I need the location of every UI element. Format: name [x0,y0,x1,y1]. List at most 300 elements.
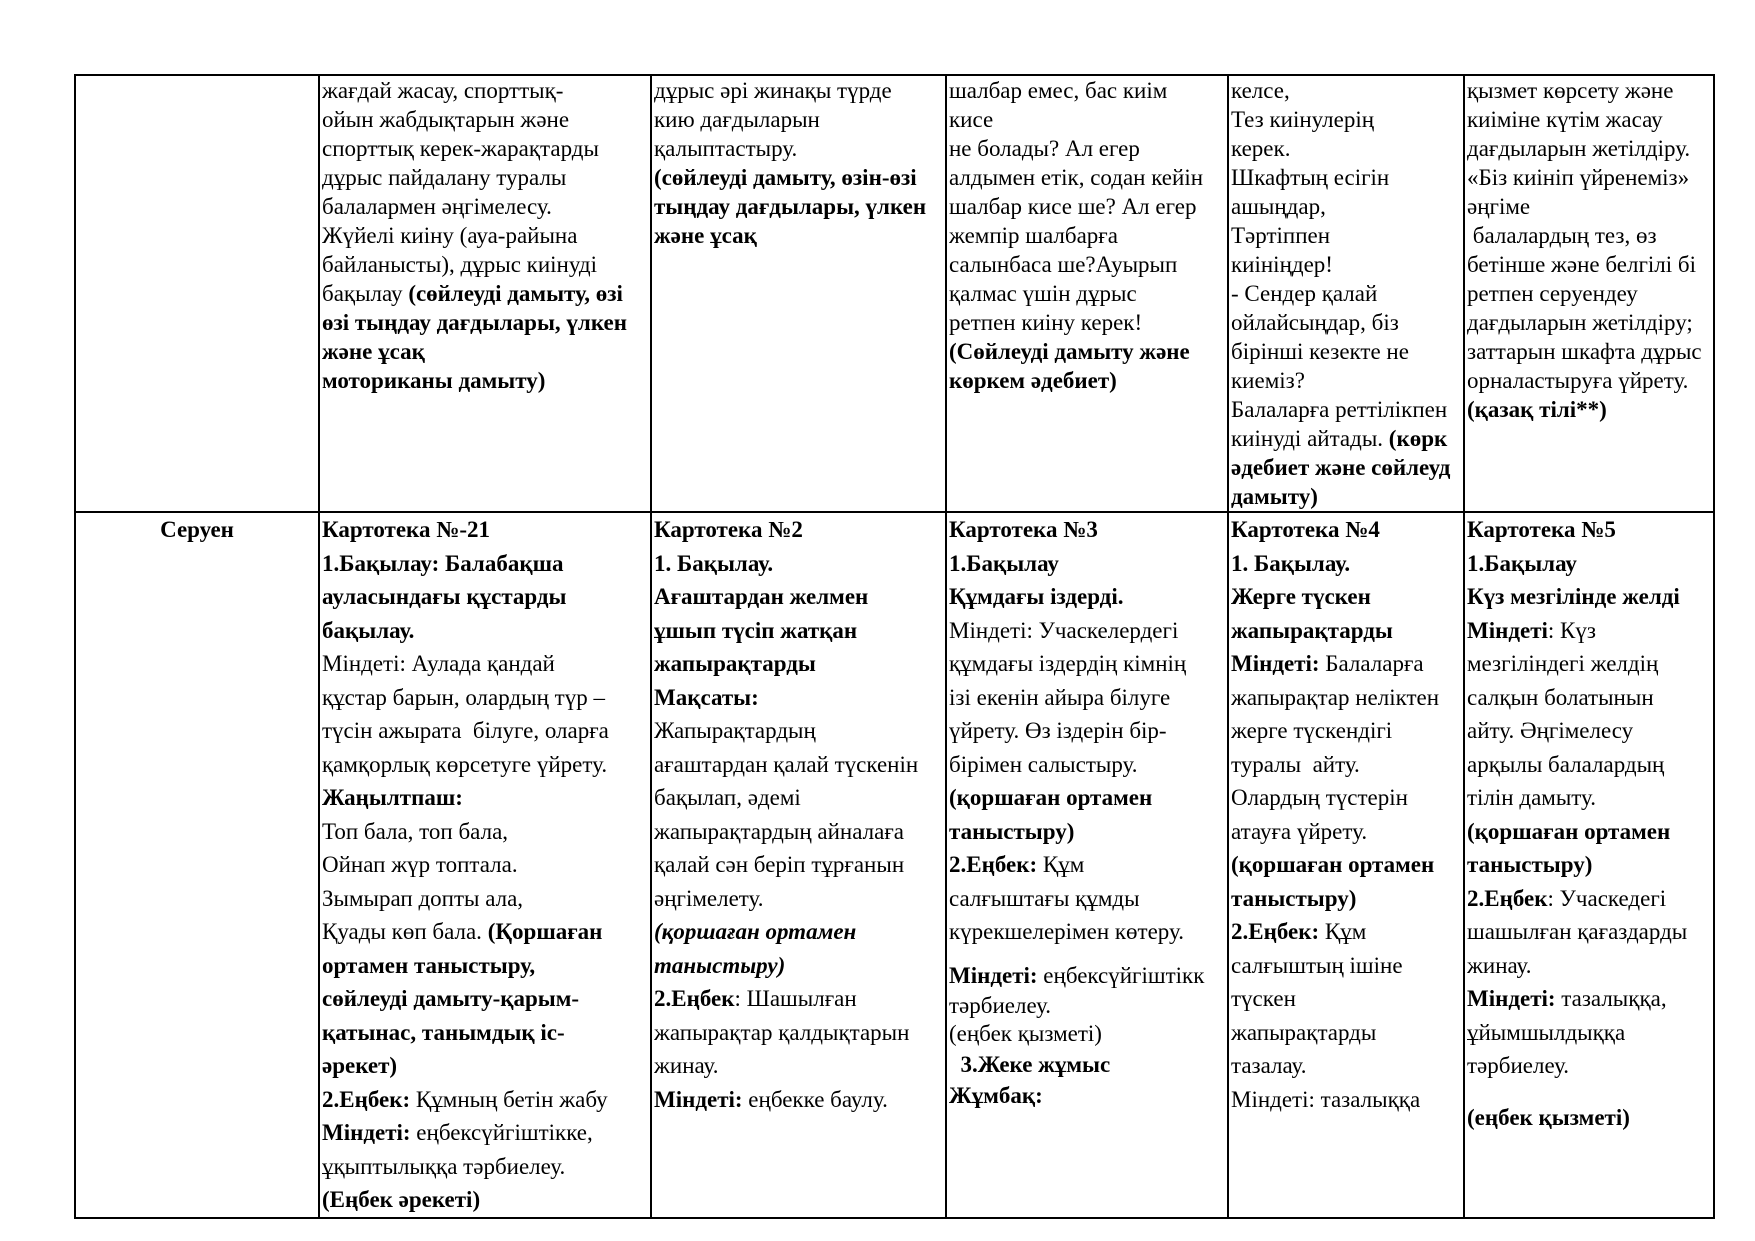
text-segment: Міндеті: тазалыққа [1231,1086,1421,1112]
text-segment: бетінше және белгілі бі [1467,252,1697,277]
text-line [1467,815,1711,849]
text-segment: күрекшелерімен көтеру. [949,919,1184,944]
text-segment: Балаларға [1325,651,1424,676]
text-segment: атауға үйрету. [1231,818,1368,844]
line-gap [949,949,1225,959]
text-line [322,192,648,221]
bold-text: Мақсаты: [654,684,759,710]
text-line [322,614,648,648]
text-segment: құмдағы іздердің кімнің [949,651,1187,676]
text-line [1467,848,1711,882]
text-line [322,714,648,748]
text-segment: салынбаса ше?Ауырып [949,252,1178,277]
bold-text: Картотека №5 [1467,517,1616,542]
bold-text: Міндеті [1467,617,1548,643]
text-line [949,748,1225,782]
bold-text: Міндеті: [949,962,1044,988]
bold-text: ауласындағы құстарды [322,584,567,609]
text-line [949,714,1225,748]
text-segment: ойлайсыңдар, біз [1231,310,1399,335]
text-segment: арқылы балалардың [1467,751,1665,777]
text-line [1231,1016,1461,1050]
text-segment: киеміз? [1231,368,1305,393]
text-segment: келсе, [1231,78,1290,103]
text-segment: «Біз киініп үйренеміз» [1467,165,1690,190]
text-segment: жемпір шалбарға [949,223,1118,248]
text-line [1231,815,1461,849]
text-line [1231,614,1461,648]
bold-text: көркем әдебиет) [949,368,1117,393]
text-line [322,105,648,134]
text-line [654,882,943,916]
bold-text: 1.Бақылау: Балабақша [322,550,564,576]
text-line [949,337,1225,366]
text-line [1467,1016,1711,1050]
text-line [1231,366,1461,395]
text-line [1231,76,1461,105]
text-line [322,134,648,163]
bold-text: моториканы дамыту) [322,368,546,393]
bold-text: әдебиет және сөйлеуд [1231,455,1451,480]
text-line [949,848,1225,882]
text-line [1467,547,1711,581]
text-segment: тәрбиелеу. [949,993,1052,1018]
text-segment: тазалау. [1231,1053,1307,1078]
text-line [949,279,1225,308]
bold-text: 1. Бақылау. [1231,550,1351,576]
text-segment: (еңбек қызметі) [949,1021,1102,1046]
bold-text: Міндеті: [322,1120,417,1145]
bold-text: (еңбек қызметі) [1467,1104,1630,1130]
text-segment: салғыштағы құмды [949,885,1140,911]
text-line [1231,848,1461,882]
bold-text: Картотека №3 [949,517,1098,542]
text-segment: шалбар кисе ше? Ал егер [949,194,1197,219]
text-segment: ұйымшылдыққа [1467,1019,1626,1045]
text-segment: : Шашылған [734,986,857,1011]
text-line [1467,134,1711,163]
table-row-continued [75,75,1714,512]
bold-text: 1.Бақылау [1467,550,1577,576]
text-line [654,614,943,648]
text-line [949,647,1225,681]
bold-text: (сөйлеуді дамыту, өзін-өзі [654,165,917,190]
bold-text: сөйлеуді дамыту-қарым- [322,986,580,1011]
day-cell [651,512,946,1218]
text-line [949,250,1225,279]
bold-text: таныстыру) [1467,852,1593,877]
text-line [1231,250,1461,279]
bold-text: (қоршаған ортамен [654,919,857,944]
text-line [1231,337,1461,366]
day-cell [319,512,651,1218]
text-segment: Топ бала, топ бала, [322,818,509,844]
text-segment: дұрыс әрі жинақы түрде [654,78,892,103]
text-segment: ағаштардан қалай түскенін [654,751,919,777]
text-segment: не болады? Ал егер [949,136,1140,161]
text-segment: : Учаскедегі [1547,885,1667,911]
text-segment: құстар барын, олардың түр – [322,684,605,710]
text-line [949,959,1225,993]
text-line [1231,1083,1461,1117]
text-segment: мезгіліндегі желдің [1467,651,1659,676]
text-line [1467,513,1711,547]
text-line [322,163,648,192]
text-line [322,580,648,614]
text-line [949,992,1225,1020]
text-line [1231,424,1461,453]
text-segment: шалбар емес, бас киім [949,78,1168,103]
text-line [1467,250,1711,279]
bold-text: (қоршаған ортамен [1231,852,1435,877]
text-segment: туралы айту. [1231,751,1360,777]
bold-text: (Еңбек әрекеті) [322,1187,481,1212]
line-gap [1467,1083,1711,1101]
bold-text: Картотека №4 [1231,517,1380,542]
text-line [949,681,1225,715]
text-segment: жинау. [654,1053,719,1078]
text-segment: түсін ажырата білуге, оларға [322,718,609,743]
text-line [654,1049,943,1083]
text-segment: дұрыс пайдалану туралы [322,165,567,190]
text-segment: Жүйелі киіну (ауа-райына [322,223,578,248]
text-line [1231,647,1461,681]
text-line [1231,308,1461,337]
day-cell [319,75,651,512]
text-line [1231,1049,1461,1083]
bold-text: 1. Бақылау. [654,550,774,576]
bold-text: (Сөйлеуді дамыту және [949,339,1190,364]
bold-text: ортамен таныстыру, [322,952,536,978]
text-line [1467,580,1711,614]
text-segment: Құмның бетін жабу [415,1086,608,1112]
text-line [322,882,648,916]
text-line [1467,221,1711,250]
text-segment: Тез киінулерің [1231,107,1375,132]
text-segment: еңбекке баулу. [748,1086,888,1112]
bold-text: тыңдау дағдылары, үлкен [654,194,927,219]
text-line [1231,681,1461,715]
day-cell [1228,75,1464,512]
text-segment: балалардың тез, өз [1467,223,1657,248]
text-line [1231,513,1461,547]
text-line [322,815,648,849]
text-line [1231,949,1461,983]
text-line [1231,580,1461,614]
text-segment: спорттық керек-жарақтарды [322,136,599,161]
text-line [322,781,648,815]
text-segment: жерге түскендігі [1231,718,1393,743]
text-line [654,848,943,882]
bold-text: бақылау. [322,617,415,643]
text-line [1231,279,1461,308]
text-segment: үйрету. Өз іздерін бір- [949,718,1167,743]
bold-text: қатынас, танымдық іс- [322,1019,565,1045]
text-line [654,781,943,815]
text-segment: киінуді айтады. [1231,426,1389,451]
bold-text: (көрк [1388,426,1448,451]
text-line [1231,547,1461,581]
text-line [949,163,1225,192]
text-segment: бірінші кезекте не [1231,339,1409,364]
text-line [322,748,648,782]
text-segment: кисе [949,107,994,132]
text-line [322,221,648,250]
day-cell [651,75,946,512]
text-line [322,308,648,337]
bold-text: 2.Еңбек: [949,852,1043,877]
text-segment: орналастыруға үйрету. [1467,368,1689,393]
bold-text: 3.Жеке жұмыс [949,1052,1111,1077]
text-segment: дағдыларын жетілдіру. [1467,136,1691,161]
text-segment: Ойнап жүр топтала. [322,852,518,877]
text-line [1231,163,1461,192]
text-line [1467,949,1711,983]
text-line [1467,163,1711,192]
bold-text: жапырақтарды [1231,617,1393,643]
bold-text: таныстыру) [1231,885,1357,911]
text-segment: жапырақтарды [1231,1019,1377,1045]
text-segment: тілін дамыту. [1467,785,1596,810]
text-line [1467,395,1711,424]
bold-text: 2.Еңбек: [322,1086,416,1112]
text-line [949,366,1225,395]
day-cell [1228,512,1464,1218]
text-line [322,1083,648,1117]
text-line [322,915,648,949]
text-line [654,748,943,782]
day-cell [946,75,1228,512]
text-segment: қалай сән беріп тұрғанын [654,852,905,877]
row-label-cell [75,75,319,512]
text-line [1231,982,1461,1016]
text-segment: бірімен салыстыру. [949,751,1138,777]
text-segment: түскен [1231,986,1296,1011]
text-line [654,580,943,614]
day-cell [1464,75,1714,512]
text-segment: әңгіме [1467,194,1531,219]
text-line [322,848,648,882]
text-line [1467,714,1711,748]
text-line [1467,337,1711,366]
bold-text: 2.Еңбек: [1231,919,1325,944]
text-line [949,1082,1225,1110]
text-segment: жағдай жасау, спорттық- [322,78,564,103]
bold-text: Жұмбақ: [949,1082,1043,1108]
bold-text: (қоршаған ортамен [1467,818,1671,844]
text-segment: қамқорлық көрсетуге үйрету. [322,751,608,777]
bold-text: Міндеті: [654,1086,749,1112]
text-segment: Зымырап допты ала, [322,885,524,911]
schedule-table [74,74,1715,1219]
text-segment: салғыштың ішіне [1231,952,1403,978]
text-line [322,547,648,581]
text-line [949,882,1225,916]
text-segment: керек. [1231,136,1291,161]
text-line [1467,915,1711,949]
text-line [654,681,943,715]
text-line [949,1048,1225,1082]
table-row-walk [75,512,1714,1218]
text-segment: киіміне күтім жасау [1467,107,1663,132]
text-line [654,982,943,1016]
text-line [322,337,648,366]
text-line [949,580,1225,614]
text-line [949,308,1225,337]
bold-text: Міндеті: [1467,986,1562,1011]
text-line [654,76,943,105]
text-segment: ойын жабдықтарын және [322,107,570,132]
text-line [949,221,1225,250]
text-line [1467,279,1711,308]
text-line [654,221,943,250]
text-line [322,1183,648,1217]
day-cell [1464,512,1714,1218]
text-segment: Тәртіппен [1231,223,1331,248]
text-segment: Құм [1324,919,1367,944]
text-line [949,192,1225,221]
text-line [949,105,1225,134]
text-line [654,714,943,748]
bold-text: (қоршаған ортамен [949,785,1153,810]
text-line [1231,482,1461,511]
text-line [1467,748,1711,782]
text-segment: ретпен киіну керек! [949,310,1143,335]
text-line [654,513,943,547]
text-line [654,647,943,681]
bold-text: (сөйлеуді дамыту, өзі [408,281,623,306]
text-segment: Балаларға реттілікпен [1231,397,1448,422]
text-line [322,1116,648,1150]
text-segment: бақылап, әдемі [654,785,801,810]
text-line [654,163,943,192]
text-line [1467,647,1711,681]
bold-text: Міндеті: [1231,651,1326,676]
text-segment: еңбексүйгіштікк [1043,962,1205,988]
text-segment: байланысты), дұрыс киінуді [322,252,597,277]
text-segment: тәрбиелеу. [1467,1053,1570,1078]
text-segment: әңгімелету. [654,885,764,911]
text-segment: қызмет көрсету және [1467,78,1674,103]
bold-text: ұшып түсіп жатқан [654,617,858,643]
text-segment: Міндеті: Учаскелердегі [949,617,1179,643]
bold-text: дамыту) [1231,484,1318,509]
text-line [1467,1049,1711,1083]
text-line [1231,453,1461,482]
bold-text: әрекет) [322,1053,398,1078]
text-segment: балалармен әңгімелесу. [322,194,552,219]
text-line [949,76,1225,105]
text-segment: жапырақтар қалдықтарын [654,1019,910,1045]
text-line [1231,395,1461,424]
text-line [1231,915,1461,949]
row-label-cell [75,512,319,1218]
text-line [949,1020,1225,1048]
text-line [949,614,1225,648]
text-line [322,1016,648,1050]
bold-text: Картотека №-21 [322,517,490,542]
text-segment: жинау. [1467,952,1532,978]
text-segment: шашылған қағаздарды [1467,919,1688,944]
bold-text: Құмдағы іздерді. [949,584,1124,609]
bold-text: жапырақтарды [654,651,816,676]
bold-text: (қазақ тілі**) [1467,397,1607,422]
bold-text: және ұсақ [654,223,757,248]
text-line [949,547,1225,581]
text-line [1231,221,1461,250]
day-cell [946,512,1228,1218]
text-line [1467,366,1711,395]
bold-text: 2.Еңбек [1467,885,1548,911]
text-line [1231,192,1461,221]
text-segment: Құм [1042,852,1085,877]
text-line [322,949,648,983]
text-segment: бақылау [322,281,409,306]
text-line [1467,76,1711,105]
bold-text: және ұсақ [322,339,425,364]
text-line [654,192,943,221]
text-line [1231,134,1461,163]
bold-text: 2.Еңбек [654,986,735,1011]
text-line [1467,192,1711,221]
text-segment: Шкафтың есігін [1231,165,1390,190]
text-line [1231,714,1461,748]
row-label: Серуен [160,517,234,542]
text-line [654,1083,943,1117]
text-line [322,76,648,105]
text-line [322,1049,648,1083]
text-line [949,781,1225,815]
text-line [654,815,943,849]
text-segment: - Сендер қалай [1231,281,1378,306]
bold-text: Күз мезгілінде желді [1467,584,1680,609]
text-line [1231,882,1461,916]
bold-text: Картотека №2 [654,517,803,542]
text-line [322,982,648,1016]
bold-text: таныстыру) [654,952,786,978]
text-segment: Қуады көп бала. [322,919,488,944]
text-segment: алдымен етік, содан кейін [949,165,1204,190]
bold-text: Жерге түскен [1231,584,1371,609]
text-segment: Міндеті: Аулада қандай [322,651,555,676]
text-segment: кию дағдыларын [654,107,820,132]
text-line [322,681,648,715]
text-segment: ұқыптылыққа тәрбиелеу. [322,1153,566,1179]
text-line [949,815,1225,849]
text-line [1467,982,1711,1016]
text-line [654,105,943,134]
bold-text: 1.Бақылау [949,550,1059,576]
text-segment: ізі екенін айыра білуге [949,684,1171,710]
text-line [949,915,1225,949]
text-segment: жапырақтар неліктен [1231,684,1440,710]
text-segment: ашыңдар, [1231,194,1326,219]
bold-text: (Қоршаған [487,919,603,944]
text-segment: қалмас үшін дұрыс [949,281,1137,306]
text-line [1467,105,1711,134]
text-segment: еңбексүйгіштікке, [416,1120,593,1145]
bold-text: өзі тыңдау дағдылары, үлкен [322,310,627,335]
bold-text: Ағаштардан желмен [654,584,869,609]
text-segment: киініңдер! [1231,252,1333,277]
text-line [322,279,648,308]
text-segment: ретпен серуендеу [1467,281,1638,306]
text-segment: айту. Әңгімелесу [1467,718,1634,743]
text-segment: тазалыққа, [1561,986,1667,1011]
text-line [949,134,1225,163]
text-segment: жапырақтардың айналаға [654,818,904,844]
text-segment: : Күз [1547,617,1596,643]
